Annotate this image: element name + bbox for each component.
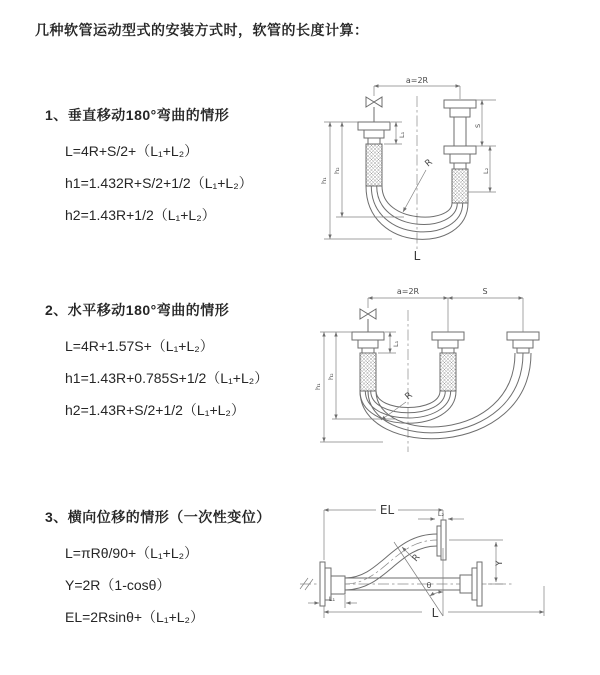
dimension-el [324,503,443,560]
dim-label-r: R [403,390,415,403]
dim-label-l2: L₂ [482,167,490,174]
dimension-heights [320,122,404,239]
formula-y: Y=2R（1-cosθ） [65,577,171,593]
displaced-hose [345,534,437,590]
dim-label-l1: L₁ [328,595,336,603]
formula-h2: h2=1.43R+1/2（L₁+L₂） [65,207,216,223]
dim-label-h1: h₁ [320,177,328,184]
diagram-vertical-180-bend [312,72,584,264]
dim-label-h2: h₂ [333,167,341,174]
dim-label-a2r: a=2R [396,287,420,296]
right-flange [507,332,539,353]
dim-label-h2: h₂ [327,373,335,380]
section-2-heading: 2、水平移动180°弯曲的情形 [45,302,230,318]
braided-hose-section [366,144,382,186]
dim-label-theta: θ [426,581,432,590]
braided-hose-section [440,353,456,391]
formula-l: L=4R+1.57S+（L₁+L₂） [65,338,214,354]
dim-label-s: S [474,123,482,128]
formula-h2: h2=1.43R+S/2+1/2（L₁+L₂） [65,402,245,418]
dim-label-a2r: a=2R [405,76,429,85]
dim-label-l1: L₁ [398,131,406,138]
middle-flange [432,332,464,391]
section-2 [45,300,268,426]
dim-label-l1: L₁ [392,340,400,347]
radius-callout [381,391,415,420]
formula-l: L=4R+S/2+（L₁+L₂） [65,143,199,159]
section-3-heading: 3、横向位移的情形（一次性变位） [45,509,271,525]
dimension-l1 [308,595,357,608]
dim-label-y: Y [495,560,505,566]
valve-icon [360,309,376,332]
dim-label-l2: L₂ [437,510,445,518]
formula-h1: h1=1.43R+0.785S+1/2（L₁+L₂） [65,370,269,386]
dimension-top [368,287,523,332]
diagram-horizontal-180-bend [308,282,590,462]
left-flange [352,332,384,391]
formula-l: L=πRθ/90+（L₁+L₂） [65,545,199,561]
section-1 [45,105,253,231]
section-1-heading: 1、垂直移动180°弯曲的情形 [45,107,230,123]
valve-icon [366,97,382,122]
dim-label-l: L [431,606,439,620]
braided-hose-section [360,353,376,391]
braided-hose-section [452,169,468,203]
angle-construction [394,542,443,616]
diagram-lateral-offset [296,498,598,666]
dimension-heights [314,332,396,442]
page-title: 几种软管运动型式的安装方式时，软管的长度计算： [35,22,369,38]
left-flange [358,122,390,186]
formula-el: EL=2Rsinθ+（L₁+L₂） [65,609,204,625]
dim-label-el: EL [379,503,395,517]
right-flange [444,100,476,203]
dim-label-r: R [423,157,435,170]
dimension-l2 [418,510,464,519]
right-flange [460,562,482,606]
dim-label-r: R [410,552,423,565]
dim-label-h1: h₁ [314,383,322,390]
dim-label-l-bottom: L [413,249,421,263]
dimension-top-width [374,76,460,99]
radius-callout [403,158,435,212]
upper-flange [437,520,446,560]
dim-label-s: S [482,287,488,296]
formula-h1: h1=1.432R+S/2+1/2（L₁+L₂） [65,175,253,191]
section-3 [45,507,271,633]
